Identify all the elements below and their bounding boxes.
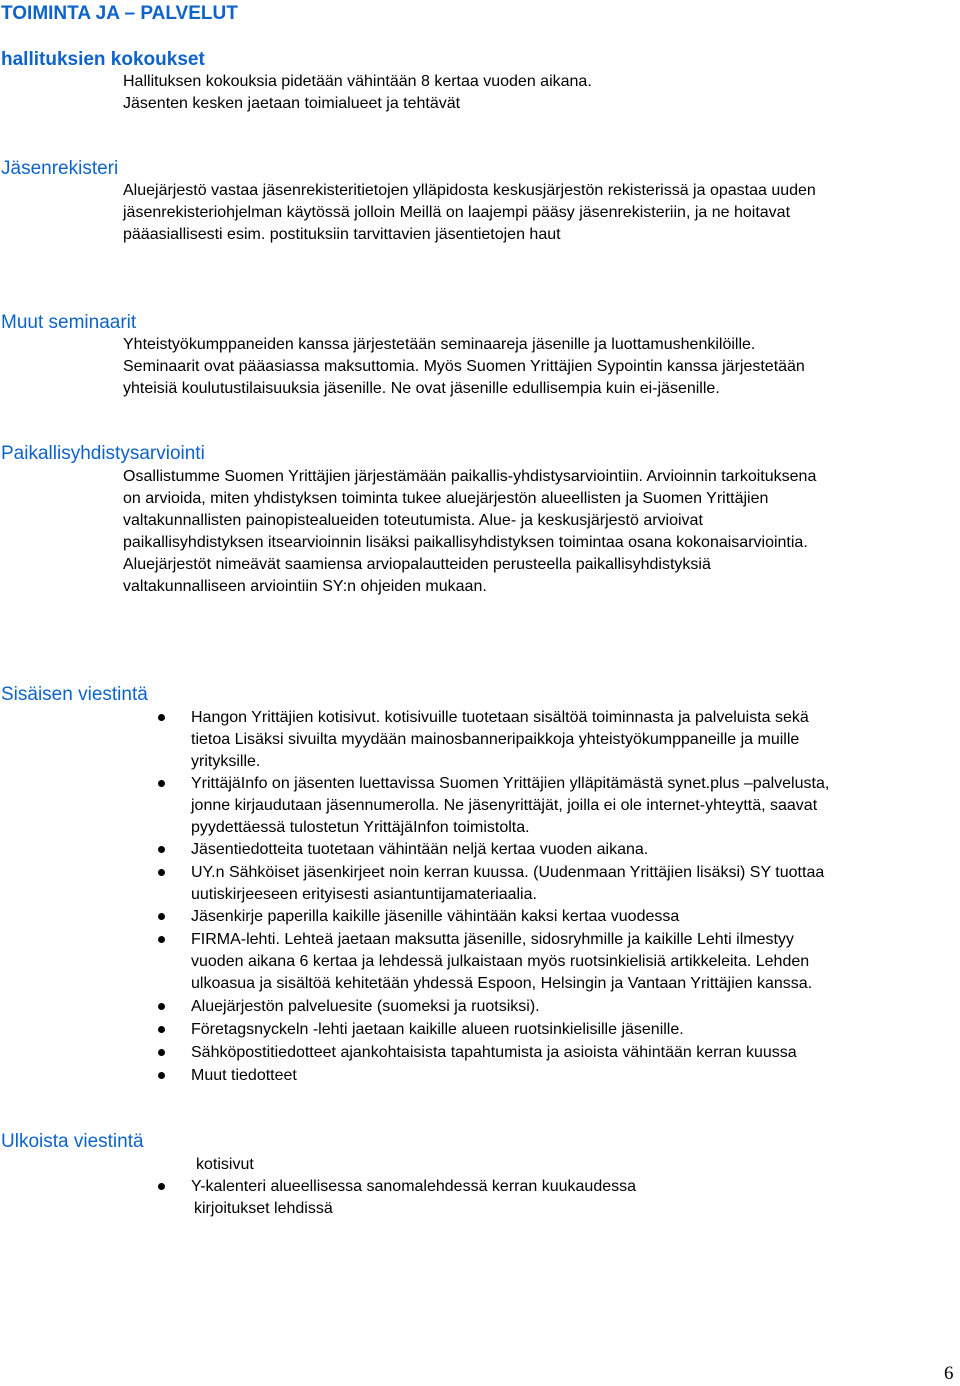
bullet: [158, 1183, 165, 1190]
register-line: Aluejärjestö vastaa jäsenrekisteritietojen ylläpidosta keskusjärjestön rekisterissä ja opastaa uuden: [123, 182, 816, 199]
evaluation-line: valtakunnallisten painopistealueiden toteutumista. Alue- ja keskusjärjestö arvioivat: [123, 512, 703, 529]
internal-line: FIRMA-lehti. Lehteä jaetaan maksutta jäsenille, sidosryhmille ja kaikille Lehti ilmestyy: [191, 931, 794, 948]
bullet: [158, 714, 165, 721]
evaluation-line: valtakunnalliseen arviointiin SY:n ohjeiden mukaan.: [123, 578, 487, 595]
internal-line: uutiskirjeeseen erityisesti asiantuntijamateriaalia.: [191, 886, 537, 903]
external-line: Y-kalenteri alueellisessa sanomalehdessä kerran kuukaudessa: [191, 1178, 637, 1195]
seminars-line: Yhteistyökumppaneiden kanssa järjestetään seminaareja jäsenille ja luottamushenkilöille.: [123, 336, 756, 353]
internal-line: tietoa Lisäksi sivuilta myydään mainosbanneripaikkoja yhteistyökumppaneille ja muille: [191, 731, 800, 748]
internal-line: vuoden aikana 6 kertaa ja lehdessä julkaistaan myös ruotsinkielisiä artikkeleita. Lehden: [191, 953, 810, 970]
section-heading-register: Jäsenrekisteri: [1, 158, 119, 179]
page-number: 6: [944, 1363, 954, 1384]
internal-line: Jäsenkirje paperilla kaikille jäsenille vähintään kaksi kertaa vuodessa: [191, 908, 680, 925]
seminars-line: Seminaarit ovat pääasiassa maksuttomia. Myös Suomen Yrittäjien Sypointin kanssa järjestetään: [123, 358, 805, 375]
internal-line: Sähköpostitiedotteet ajankohtaisista tapahtumista ja asioista vähintään kerran kuussa: [191, 1044, 797, 1061]
internal-line: Muut tiedotteet: [191, 1067, 297, 1084]
bullet: [158, 846, 165, 853]
register-line: pääasiallisesti esim. postituksiin tarvittavien jäsentietojen haut: [123, 226, 561, 243]
evaluation-line: Osallistumme Suomen Yrittäjien järjestämään paikallis-yhdistysarviointiin. Arvioinnin tarkoituksena: [123, 468, 817, 485]
seminars-line: yhteisiä koulutustilaisuuksia jäsenille. Ne ovat jäsenille edullisempia kuin ei-jäsenille.: [123, 380, 720, 397]
evaluation-line: paikallisyhdistyksen itsearvioinnin lisäksi paikallisyhdistyksen toimintaa osana kokonaisarviointia.: [123, 534, 808, 551]
bullet: [158, 1049, 165, 1056]
section-heading-meetings: hallituksien kokoukset: [1, 49, 205, 70]
internal-line: YrittäjäInfo on jäsenten luettavissa Suomen Yrittäjien ylläpitämästä synet.plus –palvelusta,: [191, 775, 830, 792]
evaluation-line: Aluejärjestöt nimeävät saamiensa arviopalautteiden perusteella paikallisyhdistyksiä: [123, 556, 711, 573]
internal-line: Hangon Yrittäjien kotisivut. kotisivuille tuotetaan sisältöä toiminnasta ja palveluista sekä: [191, 709, 809, 726]
external-line: kotisivut: [196, 1156, 254, 1173]
evaluation-line: on arvioida, miten yhdistyksen toiminta tukee aluejärjestön alueellisten ja Suomen Yrittäjien: [123, 490, 769, 507]
bullet: [158, 869, 165, 876]
internal-line: pyydettäessä tulostetun YrittäjäInfon toimistolta.: [191, 819, 530, 836]
section-heading-evaluation: Paikallisyhdistysarviointi: [1, 443, 205, 464]
bullet: [158, 1072, 165, 1079]
internal-line: ulkoasua ja sisältöä kehitetään yhdessä Espoon, Helsingin ja Vantaan Yrittäjien kanssa.: [191, 975, 813, 992]
meetings-line: Jäsenten kesken jaetaan toimialueet ja tehtävät: [123, 95, 461, 112]
section-heading-internal: Sisäisen viestintä: [1, 684, 148, 705]
bullet: [158, 780, 165, 787]
internal-line: Jäsentiedotteita tuotetaan vähintään neljä kertaa vuoden aikana.: [191, 841, 649, 858]
register-line: jäsenrekisteriohjelman käytössä jolloin Meillä on laajempi pääsy jäsenrekisteriin, ja ne hoitavat: [123, 204, 791, 221]
section-heading-external: Ulkoista viestintä: [1, 1131, 144, 1152]
section-heading-seminars: Muut seminaarit: [1, 312, 137, 333]
internal-line: yrityksille.: [191, 753, 261, 770]
internal-line: Företagsnyckeln -lehti jaetaan kaikille alueen ruotsinkielisille jäsenille.: [191, 1021, 684, 1038]
page-title: TOIMINTA JA – PALVELUT: [1, 3, 238, 24]
internal-line: UY.n Sähköiset jäsenkirjeet noin kerran kuussa. (Uudenmaan Yrittäjien lisäksi) SY tuottaa: [191, 864, 825, 881]
bullet: [158, 1026, 165, 1033]
external-line: kirjoitukset lehdissä: [194, 1200, 333, 1217]
internal-line: jonne kirjaudutaan jäsennumerolla. Ne jäsenyrittäjät, joilla ei ole internet-yhteyttä, saavat: [191, 797, 818, 814]
bullet: [158, 936, 165, 943]
bullet: [158, 1003, 165, 1010]
internal-line: Aluejärjestön palveluesite (suomeksi ja ruotsiksi).: [191, 998, 540, 1015]
meetings-line: Hallituksen kokouksia pidetään vähintään 8 kertaa vuoden aikana.: [123, 73, 592, 90]
bullet: [158, 913, 165, 920]
